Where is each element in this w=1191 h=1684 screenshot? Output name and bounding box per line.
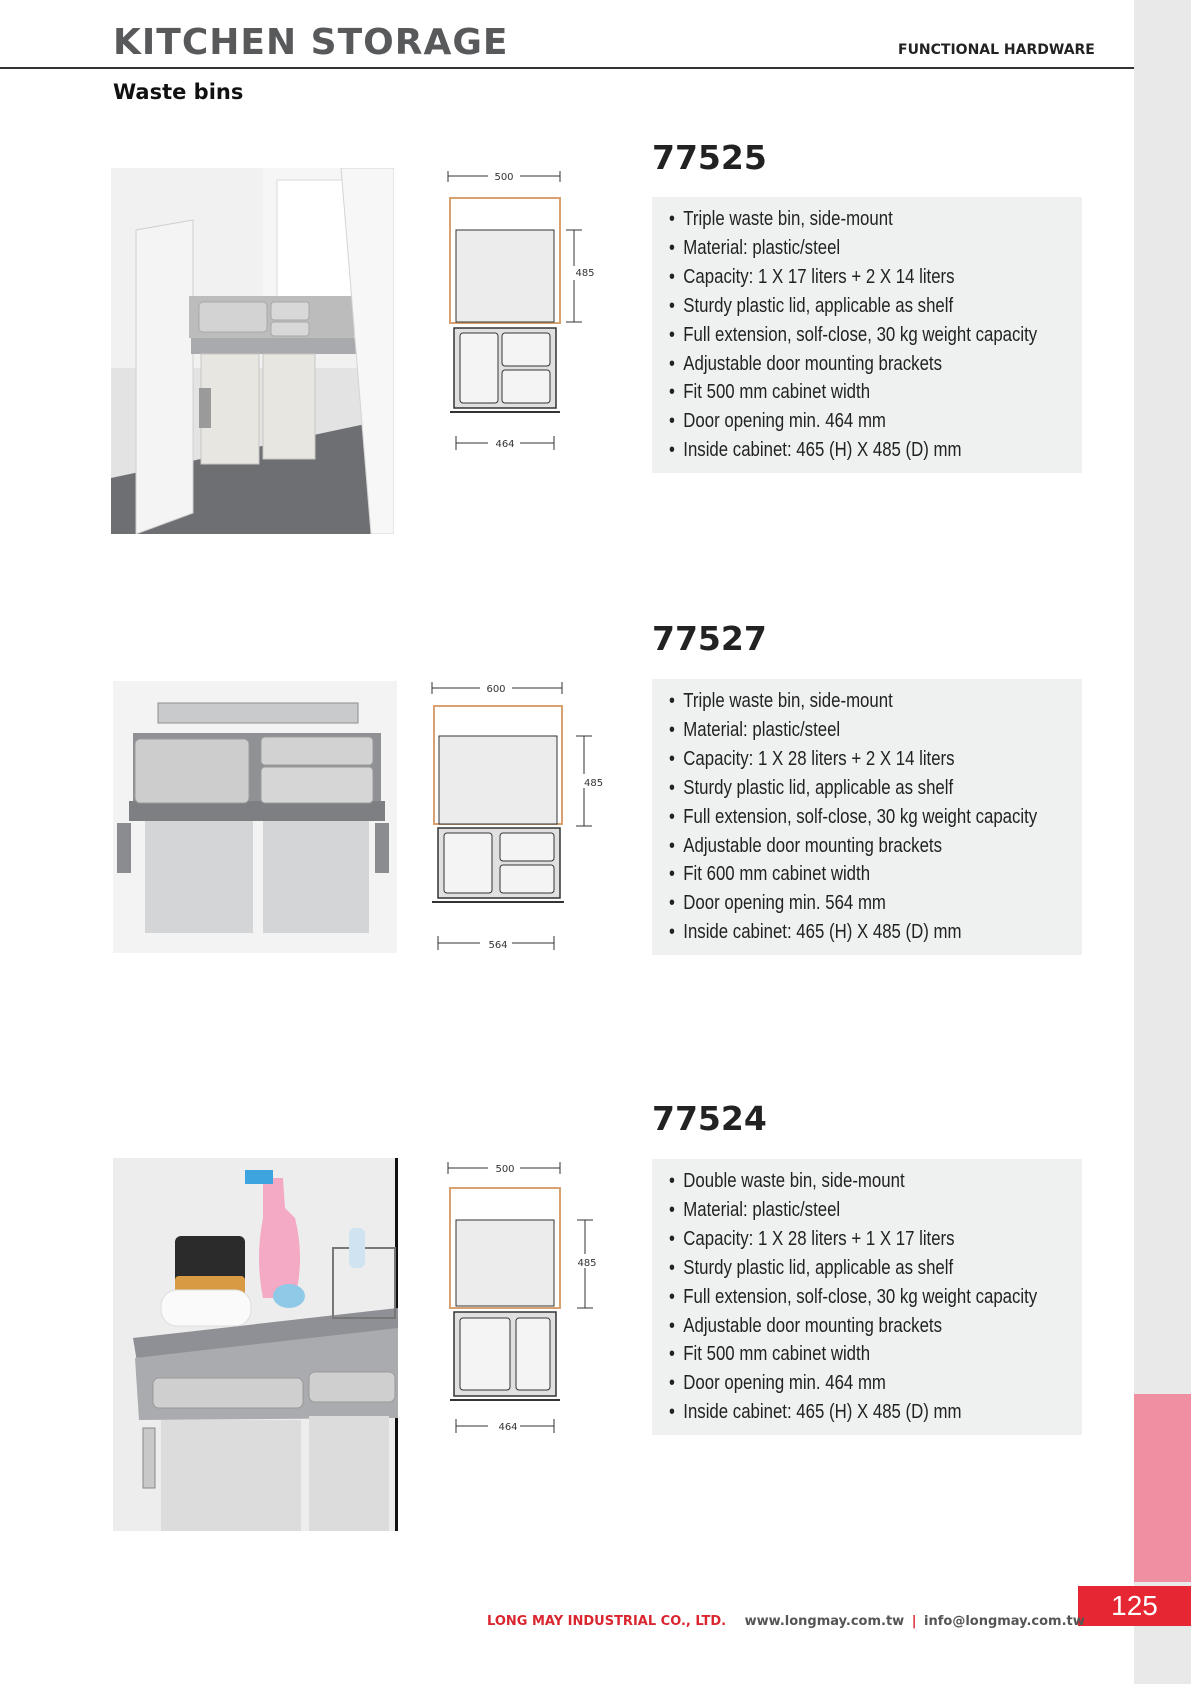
product-photo-77525 <box>111 168 394 534</box>
website-link[interactable]: www.longmay.com.tw <box>744 1614 905 1629</box>
spec-item: • Adjustable door mounting brackets <box>669 832 1016 861</box>
spec-item: • Sturdy plastic lid, applicable as shelf <box>669 292 1016 321</box>
footer-separator: | <box>911 1614 917 1629</box>
spec-item: • Adjustable door mounting brackets <box>669 1312 1016 1341</box>
product-photo-77524 <box>113 1158 398 1531</box>
dim-width-77524: 500 <box>495 1164 515 1175</box>
header-divider <box>0 67 1134 69</box>
dim-width-77525: 500 <box>494 172 514 183</box>
product-code-77524: 77524 <box>652 1099 767 1138</box>
spec-item: • Adjustable door mounting brackets <box>669 350 1016 379</box>
spec-item: • Material: plastic/steel <box>669 716 1016 745</box>
spec-item: • Inside cabinet: 465 (H) X 485 (D) mm <box>669 1398 1016 1427</box>
product-code-77525: 77525 <box>652 138 767 177</box>
product-photo-77527 <box>113 681 397 953</box>
spec-item: • Fit 600 mm cabinet width <box>669 860 1016 889</box>
spec-list-77527 <box>652 687 1082 947</box>
spec-item: • Double waste bin, side-mount <box>669 1167 1016 1196</box>
spec-box-77524 <box>652 1159 1082 1435</box>
spec-item: • Inside cabinet: 465 (H) X 485 (D) mm <box>669 436 1016 465</box>
spec-item: • Capacity: 1 X 28 liters + 1 X 17 liters <box>669 1225 1016 1254</box>
spec-item: • Sturdy plastic lid, applicable as shelf <box>669 1254 1016 1283</box>
spec-item: • Door opening min. 464 mm <box>669 407 1016 436</box>
dim-depth-77524: 485 <box>577 1258 597 1269</box>
spec-box-77525 <box>652 197 1082 473</box>
company-name: LONG MAY INDUSTRIAL CO., LTD. <box>487 1614 727 1629</box>
dim-opening-77524: 464 <box>498 1422 518 1433</box>
spec-item: • Door opening min. 564 mm <box>669 889 1016 918</box>
dimension-diagram-77525 <box>430 168 610 458</box>
spec-item: • Material: plastic/steel <box>669 1196 1016 1225</box>
dimension-diagram-77524 <box>430 1158 610 1440</box>
spec-item: • Triple waste bin, side-mount <box>669 205 1016 234</box>
spec-item: • Fit 500 mm cabinet width <box>669 378 1016 407</box>
spec-list-77525 <box>652 205 1082 465</box>
spec-box-77527 <box>652 679 1082 955</box>
spec-item: • Door opening min. 464 mm <box>669 1369 1016 1398</box>
product-code-77527: 77527 <box>652 619 767 658</box>
spec-item: • Fit 500 mm cabinet width <box>669 1340 1016 1369</box>
dim-opening-77527: 564 <box>488 940 508 950</box>
dim-depth-77527: 485 <box>584 778 604 789</box>
spec-item: • Full extension, solf-close, 30 kg weight capacity <box>669 803 1016 832</box>
dimension-diagram-77527 <box>424 678 614 950</box>
spec-item: • Inside cabinet: 465 (H) X 485 (D) mm <box>669 918 1016 947</box>
page-footer <box>487 1614 1085 1629</box>
dim-width-77527: 600 <box>486 684 506 695</box>
spec-item: • Full extension, solf-close, 30 kg weight capacity <box>669 1283 1016 1312</box>
dim-opening-77525: 464 <box>495 439 515 450</box>
section-subtitle: Waste bins <box>113 80 244 104</box>
spec-item: • Full extension, solf-close, 30 kg weight capacity <box>669 321 1016 350</box>
spec-item: • Sturdy plastic lid, applicable as shelf <box>669 774 1016 803</box>
spec-list-77524 <box>652 1167 1082 1427</box>
section-tab <box>1134 1394 1191 1582</box>
spec-item: • Capacity: 1 X 28 liters + 2 X 14 liters <box>669 745 1016 774</box>
category-label: FUNCTIONAL HARDWARE <box>898 42 1095 58</box>
page-title: KITCHEN STORAGE <box>113 22 509 63</box>
page-number: 125 <box>1078 1586 1191 1626</box>
spec-item: • Capacity: 1 X 17 liters + 2 X 14 liters <box>669 263 1016 292</box>
spec-item: • Triple waste bin, side-mount <box>669 687 1016 716</box>
dim-depth-77525: 485 <box>575 268 595 279</box>
email-link[interactable]: info@longmay.com.tw <box>924 1614 1085 1629</box>
spec-item: • Material: plastic/steel <box>669 234 1016 263</box>
